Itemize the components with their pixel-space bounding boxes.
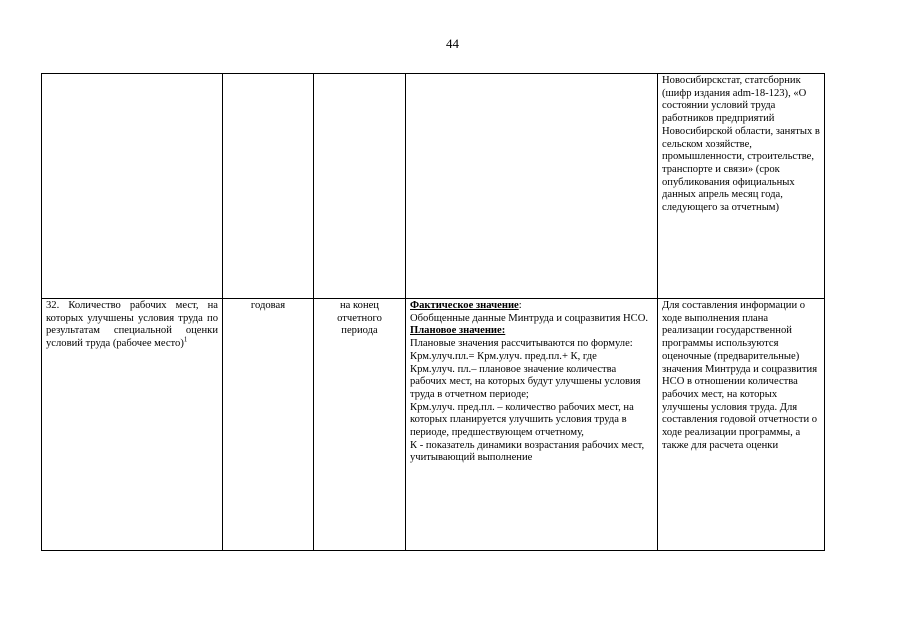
timing-cell — [314, 299, 406, 551]
source-text: Для составления информации о ходе выполнения плана реализации государственной программы используются оценочные (предварительные) значения Минтруда и соцразвития НСО в отношении количества рабочих мест, на которых улучшены условия труда. Для составления годовой отчетности о ходе реализации программы, а также для расчета оценки — [662, 300, 818, 451]
periodicity-text: годовая — [250, 300, 286, 311]
row1-source-cell — [658, 74, 825, 299]
timing-text: на конец отчетного периода — [337, 300, 382, 337]
method-line: Крм.улуч. пред.пл. – количество рабочих мест, на которых планируется улучшить условия труда в периоде, предшествующем отчетному, — [410, 401, 634, 439]
table-row — [42, 74, 825, 299]
fact-title: Фактическое значение — [410, 300, 519, 311]
row1-indicator-cell — [42, 74, 223, 299]
method-line: Крм.улуч. пл.– плановое значение количества рабочих мест, на которых будут улучшены условия труда в отчетном периоде; — [410, 363, 641, 400]
indicator-cell — [42, 299, 223, 551]
row1-periodicity-cell — [223, 74, 314, 299]
method-line: К - показатель динамики возрастания рабочих мест, учитывающий выполнение — [410, 439, 645, 464]
source-cell — [658, 299, 825, 551]
indicator-text: 32. Количество рабочих мест, на которых улучшены условия труда по результатам специальной оценки условий труда (рабочее место) — [46, 300, 218, 350]
row1-method-cell — [406, 74, 658, 299]
row1-timing-cell — [314, 74, 406, 299]
row1-source-text: Новосибирскстат, статсборник (шифр издания adm-18-123), «О состоянии условий труда работников предприятий Новосибирской области, занятых в сельском хозяйстве, промышленности, строительстве, транспорте и связи» (срок опубликования официальных данных апрель месяц года, следующего за отчетным) — [662, 75, 820, 214]
periodicity-cell — [223, 299, 314, 551]
page-number: 44 — [446, 36, 459, 51]
fact-text: Обобщенные данные Минтруда и соцразвития НСО. — [410, 312, 649, 324]
indicator-table — [41, 73, 825, 551]
fact-colon: : — [518, 300, 522, 311]
method-cell — [406, 299, 658, 551]
table-row — [42, 299, 825, 551]
method-line: Плановые значения рассчитываются по формуле: — [410, 338, 633, 350]
method-line: Крм.улуч.пл.= Крм.улуч. пред.пл.+ К, где — [410, 350, 597, 362]
footnote-mark: 1 — [183, 335, 188, 344]
plan-title: Плановое значение: — [410, 325, 506, 337]
